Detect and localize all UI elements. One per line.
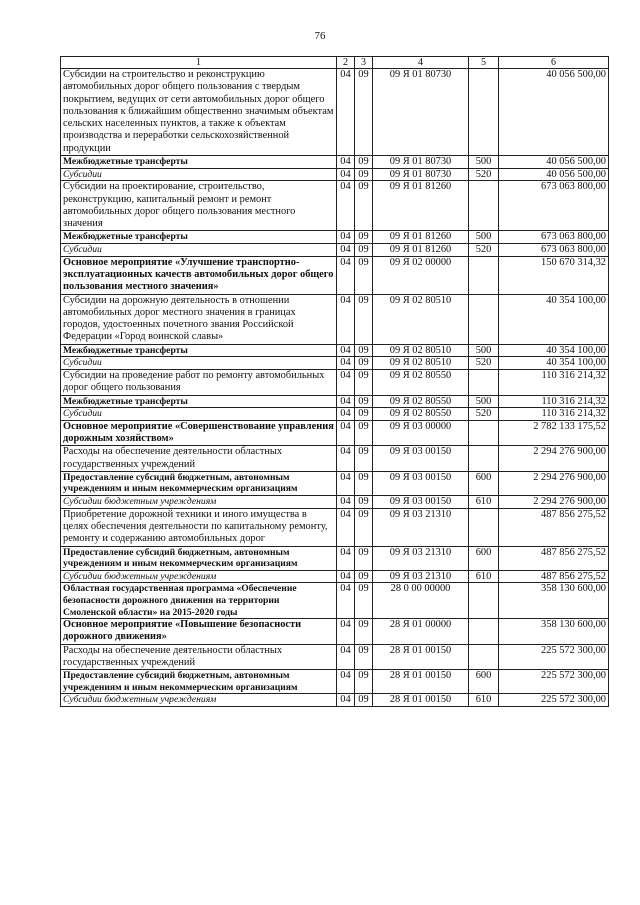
row-expense-type <box>469 446 499 472</box>
row-expense-type <box>469 369 499 395</box>
row-subsection: 09 <box>355 294 373 344</box>
row-name: Субсидии на дорожную деятельность в отношении автомобильных дорог местного значения в границах городов, удостоенных почетного звания Российской Федерации «Город воинской славы» <box>61 294 337 344</box>
row-expense-type <box>469 420 499 446</box>
row-section: 04 <box>337 694 355 707</box>
row-amount: 40 056 500,00 <box>499 156 609 169</box>
row-target-code: 09 Я 01 80730 <box>373 69 469 156</box>
row-subsection: 09 <box>355 496 373 509</box>
row-section: 04 <box>337 181 355 231</box>
row-amount: 40 354 100,00 <box>499 357 609 370</box>
header-col-6: 6 <box>499 57 609 69</box>
table-row <box>61 231 609 244</box>
row-expense-type: 610 <box>469 570 499 583</box>
row-expense-type <box>469 583 499 619</box>
row-target-code: 28 Я 01 00000 <box>373 619 469 645</box>
row-target-code: 09 Я 02 80510 <box>373 294 469 344</box>
row-section: 04 <box>337 395 355 408</box>
row-section: 04 <box>337 294 355 344</box>
row-subsection: 09 <box>355 471 373 495</box>
table-row <box>61 446 609 472</box>
row-amount: 150 670 314,32 <box>499 256 609 294</box>
row-target-code: 09 Я 01 81260 <box>373 181 469 231</box>
row-section: 04 <box>337 156 355 169</box>
budget-table <box>60 56 609 707</box>
row-section: 04 <box>337 369 355 395</box>
row-target-code: 09 Я 02 80510 <box>373 344 469 357</box>
row-subsection: 09 <box>355 446 373 472</box>
row-section: 04 <box>337 496 355 509</box>
row-amount: 2 782 133 175,52 <box>499 420 609 446</box>
row-name: Субсидии бюджетным учреждениям <box>61 570 337 583</box>
row-amount: 2 294 276 900,00 <box>499 446 609 472</box>
row-section: 04 <box>337 344 355 357</box>
row-subsection: 09 <box>355 583 373 619</box>
table-row <box>61 357 609 370</box>
row-expense-type: 520 <box>469 408 499 421</box>
row-subsection: 09 <box>355 357 373 370</box>
row-name: Предоставление субсидий бюджетным, автономным учреждениям и иным некоммерческим организациям <box>61 471 337 495</box>
row-expense-type: 520 <box>469 168 499 181</box>
row-name: Субсидии на строительство и реконструкцию автомобильных дорог общего пользования с твердым покрытием, ведущих от сети автомобильных дорог общего пользования к ближайшим общественно значимым объектам сельских населенных пунктов, а также к объектам производства и переработки сельскохозяйственной продукции <box>61 69 337 156</box>
row-amount: 40 056 500,00 <box>499 69 609 156</box>
table-row <box>61 670 609 694</box>
row-subsection: 09 <box>355 344 373 357</box>
row-expense-type <box>469 508 499 546</box>
row-target-code: 09 Я 01 80730 <box>373 156 469 169</box>
row-expense-type: 500 <box>469 395 499 408</box>
row-target-code: 28 0 00 00000 <box>373 583 469 619</box>
page-number: 76 <box>314 30 326 42</box>
row-name: Субсидии бюджетным учреждениям <box>61 694 337 707</box>
row-target-code: 28 Я 01 00150 <box>373 644 469 670</box>
row-name: Предоставление субсидий бюджетным, автономным учреждениям и иным некоммерческим организациям <box>61 546 337 570</box>
row-expense-type: 500 <box>469 344 499 357</box>
table-row <box>61 395 609 408</box>
row-target-code: 09 Я 02 80550 <box>373 395 469 408</box>
row-section: 04 <box>337 471 355 495</box>
table-row <box>61 570 609 583</box>
row-name: Субсидии <box>61 244 337 257</box>
row-name: Предоставление субсидий бюджетным, автономным учреждениям и иным некоммерческим организациям <box>61 670 337 694</box>
table-row <box>61 644 609 670</box>
row-amount: 673 063 800,00 <box>499 244 609 257</box>
row-subsection: 09 <box>355 420 373 446</box>
row-name: Межбюджетные трансферты <box>61 231 337 244</box>
row-section: 04 <box>337 508 355 546</box>
row-expense-type <box>469 256 499 294</box>
table-row <box>61 508 609 546</box>
row-amount: 225 572 300,00 <box>499 694 609 707</box>
row-subsection: 09 <box>355 69 373 156</box>
row-target-code: 09 Я 02 80510 <box>373 357 469 370</box>
row-name: Расходы на обеспечение деятельности областных государственных учреждений <box>61 446 337 472</box>
row-target-code: 28 Я 01 00150 <box>373 670 469 694</box>
row-subsection: 09 <box>355 546 373 570</box>
row-amount: 110 316 214,32 <box>499 369 609 395</box>
header-col-5: 5 <box>469 57 499 69</box>
table-row <box>61 256 609 294</box>
table-row <box>61 244 609 257</box>
header-col-1: 1 <box>61 57 337 69</box>
row-section: 04 <box>337 244 355 257</box>
row-amount: 673 063 800,00 <box>499 231 609 244</box>
row-subsection: 09 <box>355 369 373 395</box>
row-section: 04 <box>337 168 355 181</box>
budget-table-body <box>61 57 609 707</box>
row-name: Субсидии <box>61 168 337 181</box>
table-row <box>61 369 609 395</box>
row-name: Приобретение дорожной техники и иного имущества в целях обеспечения деятельности по капитальному ремонту, ремонту и содержанию автомобильных дорог <box>61 508 337 546</box>
row-expense-type <box>469 181 499 231</box>
row-expense-type: 500 <box>469 231 499 244</box>
row-target-code: 09 Я 01 80730 <box>373 168 469 181</box>
row-subsection: 09 <box>355 231 373 244</box>
row-target-code: 09 Я 03 00150 <box>373 496 469 509</box>
table-row <box>61 619 609 645</box>
row-target-code: 09 Я 03 21310 <box>373 546 469 570</box>
row-subsection: 09 <box>355 256 373 294</box>
table-row <box>61 420 609 446</box>
row-section: 04 <box>337 570 355 583</box>
table-row <box>61 694 609 707</box>
row-expense-type: 600 <box>469 471 499 495</box>
row-section: 04 <box>337 408 355 421</box>
row-name: Межбюджетные трансферты <box>61 344 337 357</box>
row-subsection: 09 <box>355 570 373 583</box>
row-section: 04 <box>337 619 355 645</box>
row-name: Межбюджетные трансферты <box>61 395 337 408</box>
row-subsection: 09 <box>355 395 373 408</box>
row-amount: 358 130 600,00 <box>499 619 609 645</box>
table-row <box>61 294 609 344</box>
header-col-3: 3 <box>355 57 373 69</box>
header-col-2: 2 <box>337 57 355 69</box>
row-amount: 2 294 276 900,00 <box>499 496 609 509</box>
table-row <box>61 583 609 619</box>
row-name: Межбюджетные трансферты <box>61 156 337 169</box>
row-expense-type: 500 <box>469 156 499 169</box>
row-name: Субсидии <box>61 408 337 421</box>
row-target-code: 09 Я 01 81260 <box>373 244 469 257</box>
table-row <box>61 471 609 495</box>
row-name: Субсидии <box>61 357 337 370</box>
row-subsection: 09 <box>355 694 373 707</box>
table-row <box>61 496 609 509</box>
row-target-code: 09 Я 03 21310 <box>373 508 469 546</box>
row-target-code: 09 Я 03 00000 <box>373 420 469 446</box>
row-amount: 487 856 275,52 <box>499 508 609 546</box>
row-expense-type <box>469 294 499 344</box>
row-name: Основное мероприятие «Улучшение транспортно-эксплуатационных качеств автомобильных дорог общего пользования местного значения» <box>61 256 337 294</box>
row-expense-type <box>469 619 499 645</box>
row-section: 04 <box>337 546 355 570</box>
row-expense-type: 600 <box>469 546 499 570</box>
row-name: Расходы на обеспечение деятельности областных государственных учреждений <box>61 644 337 670</box>
row-expense-type: 610 <box>469 496 499 509</box>
row-subsection: 09 <box>355 644 373 670</box>
table-row <box>61 344 609 357</box>
row-expense-type: 520 <box>469 357 499 370</box>
row-section: 04 <box>337 256 355 294</box>
row-name: Субсидии бюджетным учреждениям <box>61 496 337 509</box>
row-expense-type <box>469 69 499 156</box>
row-subsection: 09 <box>355 408 373 421</box>
table-row <box>61 168 609 181</box>
row-subsection: 09 <box>355 168 373 181</box>
row-amount: 225 572 300,00 <box>499 670 609 694</box>
row-subsection: 09 <box>355 619 373 645</box>
table-row <box>61 408 609 421</box>
row-expense-type: 610 <box>469 694 499 707</box>
row-section: 04 <box>337 670 355 694</box>
row-amount: 487 856 275,52 <box>499 546 609 570</box>
row-name: Областная государственная программа «Обеспечение безопасности дорожного движения на территории Смоленской области» на 2015-2020 годы <box>61 583 337 619</box>
row-target-code: 09 Я 03 00150 <box>373 471 469 495</box>
row-subsection: 09 <box>355 181 373 231</box>
row-amount: 2 294 276 900,00 <box>499 471 609 495</box>
row-target-code: 28 Я 01 00150 <box>373 694 469 707</box>
row-amount: 40 354 100,00 <box>499 344 609 357</box>
row-section: 04 <box>337 583 355 619</box>
row-name: Субсидии на проектирование, строительство, реконструкцию, капитальный ремонт и ремонт автомобильных дорог общего пользования местного значения <box>61 181 337 231</box>
row-amount: 225 572 300,00 <box>499 644 609 670</box>
row-amount: 110 316 214,32 <box>499 408 609 421</box>
row-name: Субсидии на проведение работ по ремонту автомобильных дорог общего пользования <box>61 369 337 395</box>
row-amount: 40 354 100,00 <box>499 294 609 344</box>
row-section: 04 <box>337 420 355 446</box>
table-row <box>61 69 609 156</box>
row-target-code: 09 Я 01 81260 <box>373 231 469 244</box>
table-row <box>61 546 609 570</box>
row-expense-type: 520 <box>469 244 499 257</box>
row-section: 04 <box>337 69 355 156</box>
row-subsection: 09 <box>355 508 373 546</box>
header-row <box>61 57 609 69</box>
table-row <box>61 181 609 231</box>
row-target-code: 09 Я 02 00000 <box>373 256 469 294</box>
row-name: Основное мероприятие «Совершенствование управления дорожным хозяйством» <box>61 420 337 446</box>
row-expense-type: 600 <box>469 670 499 694</box>
row-subsection: 09 <box>355 670 373 694</box>
row-expense-type <box>469 644 499 670</box>
row-target-code: 09 Я 03 00150 <box>373 446 469 472</box>
row-section: 04 <box>337 231 355 244</box>
row-amount: 110 316 214,32 <box>499 395 609 408</box>
header-col-4: 4 <box>373 57 469 69</box>
row-amount: 40 056 500,00 <box>499 168 609 181</box>
row-amount: 673 063 800,00 <box>499 181 609 231</box>
row-subsection: 09 <box>355 244 373 257</box>
row-target-code: 09 Я 02 80550 <box>373 408 469 421</box>
row-amount: 358 130 600,00 <box>499 583 609 619</box>
row-section: 04 <box>337 644 355 670</box>
row-section: 04 <box>337 446 355 472</box>
row-subsection: 09 <box>355 156 373 169</box>
row-section: 04 <box>337 357 355 370</box>
row-name: Основное мероприятие «Повышение безопасности дорожного движения» <box>61 619 337 645</box>
row-target-code: 09 Я 02 80550 <box>373 369 469 395</box>
row-amount: 487 856 275,52 <box>499 570 609 583</box>
table-row <box>61 156 609 169</box>
row-target-code: 09 Я 03 21310 <box>373 570 469 583</box>
